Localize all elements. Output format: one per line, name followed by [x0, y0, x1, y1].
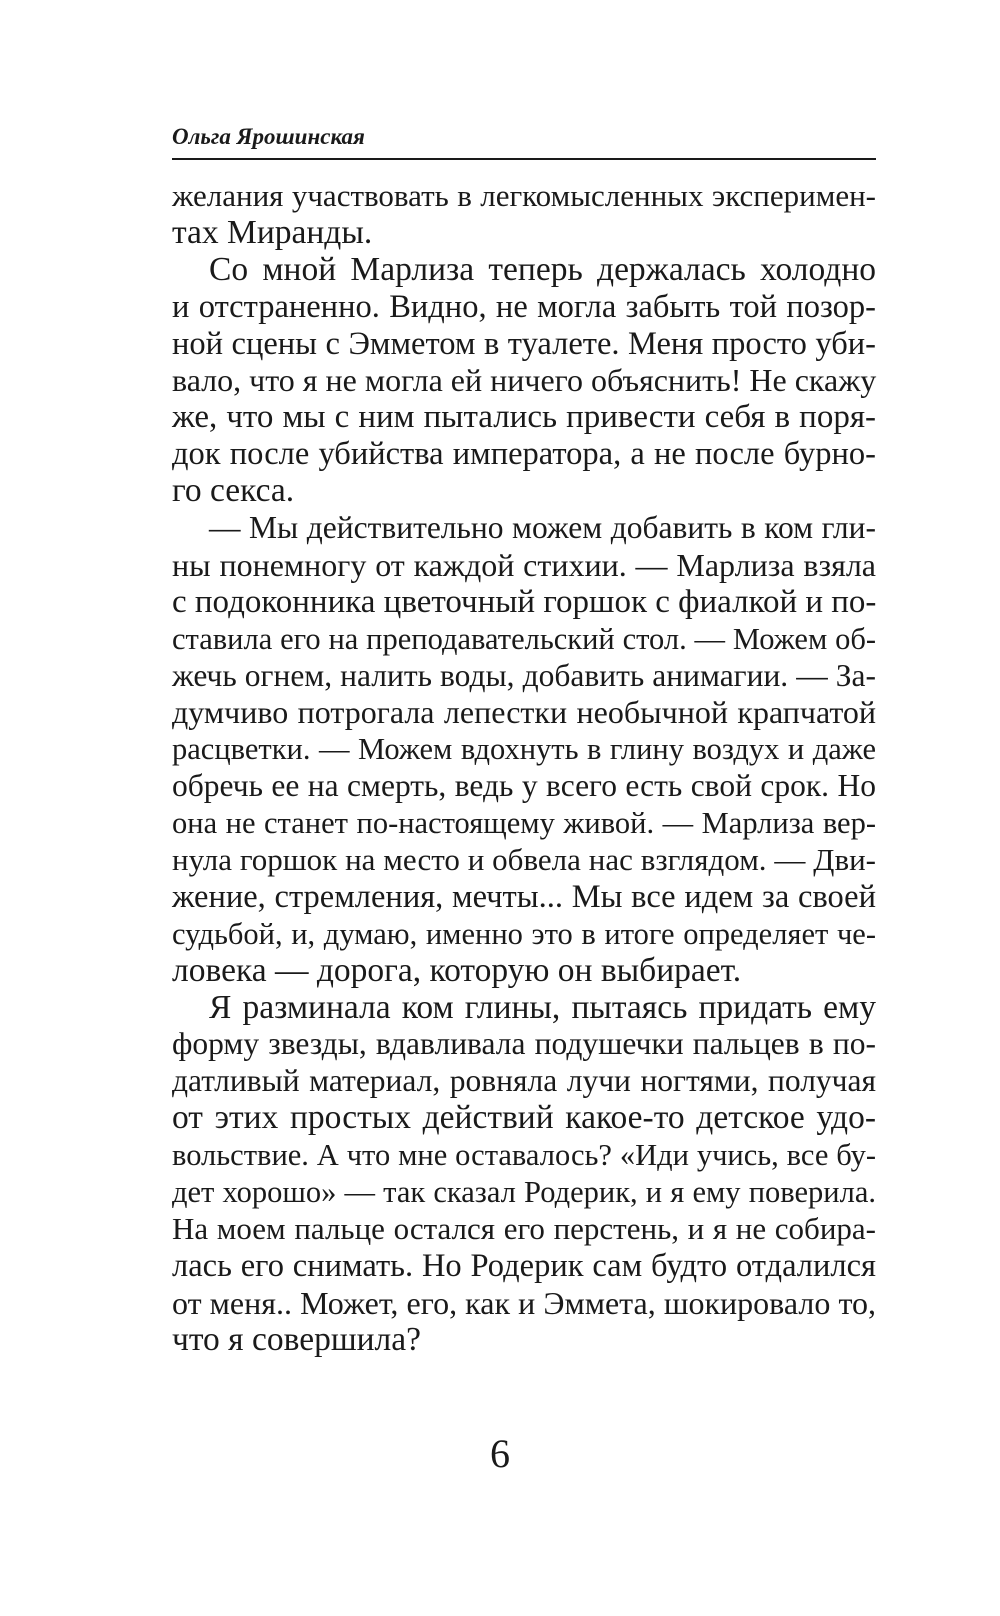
text-line: судьбой, и, думаю, именно это в итоге определяет че-	[172, 916, 876, 951]
text-line: обречь ее на смерть, ведь у всего есть свой срок. Но	[172, 768, 876, 804]
text-line: от меня.. Может, его, как и Эммета, шокировало то,	[172, 1284, 876, 1321]
text-line: — Мы действительно можем добавить в ком гли-	[209, 510, 876, 546]
text-line: ловека — дорога, которую он выбирает.	[172, 951, 742, 989]
text-line: же, что мы с ним пытались привести себя в поря-	[172, 399, 876, 436]
text-line: На моем пальце остался его перстень, и я не собира-	[172, 1210, 876, 1246]
text-line: и отстраненно. Видно, не могла забыть той позор-	[172, 288, 876, 325]
text-line: что я совершила?	[172, 1320, 421, 1358]
text-line: она не станет по-настоящему живой. — Марлиза вер-	[172, 806, 876, 841]
page-number: 6	[490, 1431, 510, 1476]
text-line: датливый материал, ровняла лучи ногтями, получая	[172, 1063, 876, 1099]
text-line: док после убийства императора, а не после бурно-	[172, 436, 876, 473]
text-line: от этих простых действий какое-то детское удо-	[172, 1099, 876, 1137]
text-line: ны понемногу от каждой стихии. — Марлиза взяла	[172, 546, 876, 583]
text-line: вольствие. А что мне оставалось? «Иди учись, все бу-	[172, 1138, 876, 1173]
text-line: думчиво потрогала лепестки необычной крапчатой	[172, 694, 876, 731]
text-line: ставила его на преподавательский стол. — Можем об-	[172, 621, 876, 656]
header-rule	[172, 158, 876, 160]
text-line: жение, стремления, мечты... Мы все идем за своей	[172, 878, 876, 915]
body-text	[172, 178, 876, 1359]
running-head: Ольга Ярошинская	[172, 124, 365, 149]
page-header	[172, 124, 876, 160]
text-line: форму звезды, вдавливала подушечки пальцев в по-	[172, 1026, 876, 1062]
text-line: нула горшок на место и обвела нас взглядом. — Дви-	[172, 842, 876, 878]
text-line: вало, что я не могла ей ничего объяснить! Не скажу	[172, 362, 877, 399]
text-line: желания участвовать в легкомысленных эксперимен-	[172, 178, 876, 213]
text-line: го секса.	[172, 472, 295, 510]
text-line: лась его снимать. Но Родерик сам будто отдалился	[172, 1247, 876, 1284]
text-line: Со мной Марлиза теперь держалась холодно	[209, 250, 876, 288]
text-line: с подоконника цветочный горшок с фиалкой и по-	[172, 583, 877, 620]
text-line: дет хорошо» — так сказал Родерик, и я ему поверила.	[172, 1175, 876, 1210]
text-line: жечь огнем, налить воды, добавить анимагии. — За-	[172, 657, 876, 693]
text-line: ной сцены с Эмметом в туалете. Меня просто уби-	[172, 325, 876, 362]
text-line: тах Миранды.	[172, 213, 373, 251]
text-line: расцветки. — Можем вдохнуть в глину воздух и даже	[172, 732, 876, 767]
text-line: Я разминала ком глины, пытаясь придать ему	[209, 988, 876, 1026]
